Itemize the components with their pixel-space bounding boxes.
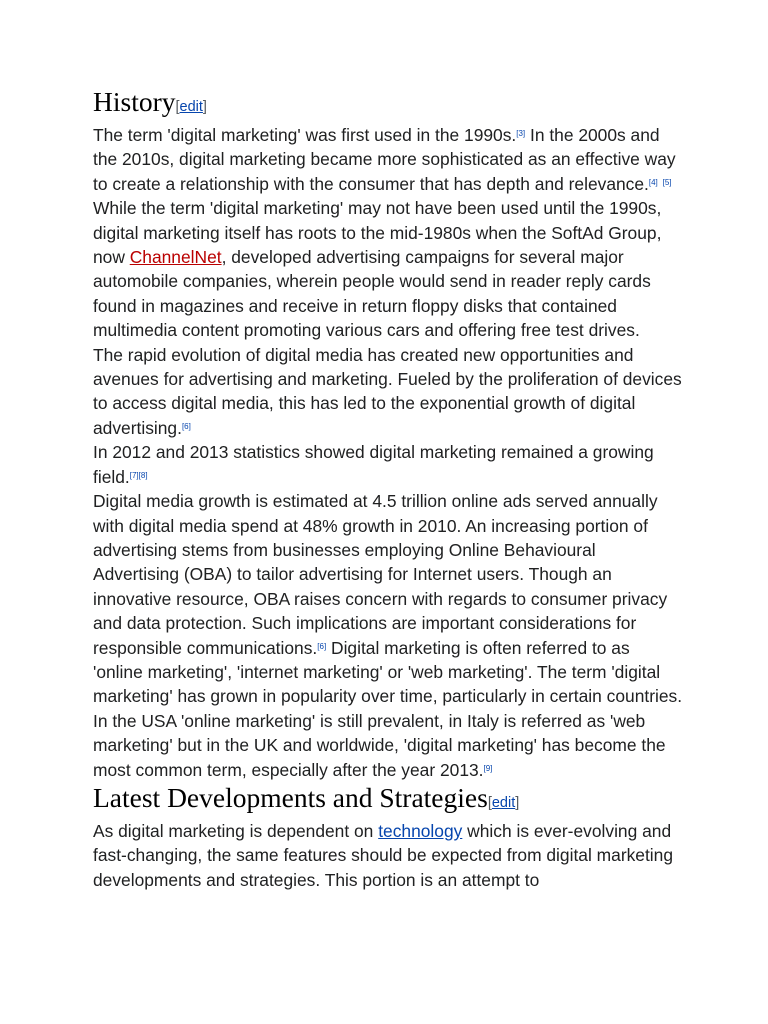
citation-8[interactable]: [8] [138, 470, 148, 480]
section-heading-latest [93, 782, 683, 819]
citation-7[interactable]: [7] [129, 470, 139, 480]
technology-link[interactable]: technology [378, 820, 463, 841]
paragraph: As digital marketing is dependent on technology which is ever-evolving and fast-changing, the same features should be expected from digital marketing developments and strategies. This portion is an attempt to [93, 820, 674, 890]
paragraph: The rapid evolution of digital media has created new opportunities and avenues for advertising and marketing. Fueled by the proliferation of devices to access digital media, this has led to the exponential growth of digital advertising.[6] [93, 344, 682, 438]
citation-5[interactable]: [5] [662, 177, 672, 187]
section-heading-history [93, 86, 683, 123]
edit-link[interactable]: edit [491, 794, 516, 811]
citation-6[interactable]: [6] [181, 421, 191, 431]
edit-section-history: [edit] [175, 99, 207, 115]
citation-3[interactable]: [3] [516, 129, 526, 138]
citation-6[interactable]: [6] [317, 641, 327, 651]
paragraph: Digital media growth is estimated at 4.5 trillion online ads served annually with digital media spend at 48% growth in 2010. An increasing portion of advertising stems from businesses employing Online Behavioural Advertising (OBA) to tailor advertising for Internet users. Though an innovative resource, OBA raises concern with regards to consumer privacy and data protection. Such implications are important considerations for responsible communications.[6] Digital marketing is often referred to as 'online marketing', 'internet marketing' or 'web marketing'. The term 'digital marketing' has grown in popularity over time, particularly in certain countries. In the USA 'online marketing' is still prevalent, in Italy is referred as 'web marketing' but in the UK and worldwide, 'digital marketing' has become the most common term, especially after the year 2013.[9] [93, 491, 683, 780]
heading-text: Latest Developments and Strategies [93, 781, 488, 813]
edit-section-latest: [edit] [487, 794, 520, 811]
paragraph: The term 'digital marketing' was first used in the 1990s.[3] In the 2000s and the 2010s, digital marketing became more sophisticated as an effective way to create a relationship with the consumer that has depth and relevance.[4] [5] While the term 'digital marketing' may not have been used until the 1990s, digital marketing itself has roots to the mid-1980s when the SoftAd Group, now ChannelNet, developed advertising campaigns for several major automobile companies, wherein people would send in reader reply cards found in magazines and receive in return floppy disks that contained multimedia content promoting various cars and offering free test drives. [93, 125, 676, 341]
edit-link[interactable]: edit [179, 99, 203, 115]
article-body [93, 86, 683, 892]
citation-4[interactable]: [4] [648, 177, 658, 187]
citation-9[interactable]: [9] [483, 763, 493, 773]
channelnet-link[interactable]: ChannelNet [129, 247, 222, 268]
paragraph: In 2012 and 2013 statistics showed digital marketing remained a growing field.[7][8] [93, 442, 654, 487]
heading-text: History [93, 86, 176, 117]
